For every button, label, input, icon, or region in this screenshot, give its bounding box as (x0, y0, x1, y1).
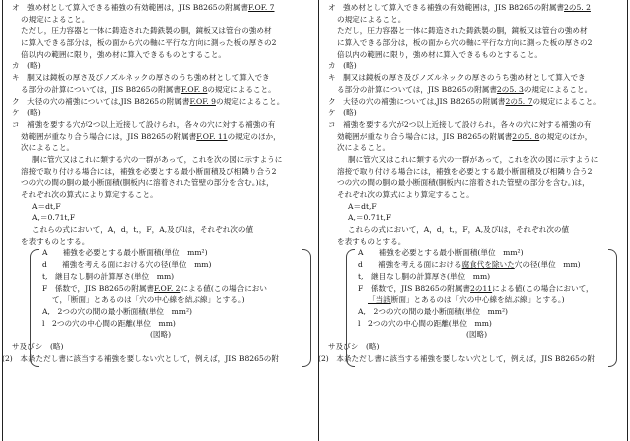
definition: F 係数で，JIS B8265の附属書2の11による値(この場合において， (358, 283, 594, 293)
figure-omitted: (図略) (149, 330, 172, 340)
right-border (627, 0, 628, 441)
item-ki: キ 胴又は鏡板の厚さ及びノズルネックの厚さのうち強め材として算入でき (12, 73, 270, 83)
center-divider (318, 0, 319, 441)
definition: A, 2つの穴の間の最小断面積(単位 mm²) (42, 306, 193, 316)
amended-ref: 2の5. 8 (512, 131, 540, 141)
amended-ref: 2の5. 7 (505, 96, 533, 106)
amended-ref: 2の5. 2 (564, 3, 591, 12)
paragraph-line: 溶接で取り付ける場合には，補強を必要とする最小断面積及び相隣り合う2 (337, 166, 593, 176)
item-ke: ケ (略) (328, 108, 357, 118)
item-o-cont: の規定によること。 (337, 14, 406, 24)
paragraph-line: つの穴の間の胴の最小断面積(胴板内に溶着された管壁の部分を含む。)は， (337, 178, 590, 188)
amended-ref: F.OF. 9 (189, 96, 216, 106)
proviso-line: 倍以内の範囲に限り，強め材に算入できるものとすること。 (21, 49, 227, 59)
amended-ref: F.OF. 7 (248, 3, 275, 12)
definition: 「当該断面」とあるのは「穴の中心線を結ぶ線」とする。) (368, 295, 565, 305)
amended-ref: 2の5. 3 (496, 84, 524, 94)
paragraph-line: つの穴の間の胴の最小断面積(胴板内に溶着された管壁の部分を含む。)は， (21, 178, 274, 188)
item-ku: ク 大径の穴の補強については,JIS B8265の附属書F.OF. 9の規定によること。 (12, 96, 285, 106)
right-column (318, 2, 625, 364)
where-clause: これらの式において，A，d，t,，F，A,及びlは，それぞれ次の値 (348, 225, 570, 235)
item-ki-cont: る部分の計算については，JIS B8265の附属書2の5. 3の規定によること。 (337, 84, 593, 94)
formula-a1: A,＝0.71t,F (32, 213, 76, 223)
item-o: オ 強め材として算入できる補強の有効範囲は，JIS B8265の附属書2の5. 2 (328, 3, 591, 12)
paragraph-line: 溶接で取り付ける場合には，補強を必要とする最小断面積及び相隣り合う2 (21, 166, 277, 176)
figure-omitted: (図略) (465, 330, 488, 340)
definition: A, 2つの穴の間の最小断面積(単位 mm²) (358, 306, 509, 316)
definition: て，「断面」とあるのは「穴の中心線を結ぶ線」とする。) (52, 295, 245, 305)
para-2: (2) 本条ただし書に該当する補強を要しない穴として，例えば，JIS B8265の附 (318, 353, 595, 363)
left-border (2, 0, 3, 441)
item-ko-cont: 次によること。 (21, 143, 75, 153)
item-ko: コ 補強を要する穴が2つ以上近接して設けられ，各々の穴に対する補強の有 (328, 119, 592, 129)
formula-a: A＝dt,F (348, 201, 377, 211)
amended-ref: F.OF. 2 (154, 283, 181, 293)
proviso-line: ただし，圧力容器と一体に鋳造された鋳鉄製の胴，鏡板又は管台の強め材 (337, 26, 588, 36)
definition: d 補強を考える面における穴の径(単位 mm) (42, 260, 212, 270)
definition: t, 継目なし胴の計算厚さ(単位 mm) (42, 271, 175, 281)
proviso-line: 倍以内の範囲に限り，強め材に算入できるものとすること。 (337, 49, 543, 59)
item-ki-cont: る部分の計算については，JIS B8265の附属書F.OF. 8の規定によること。 (21, 84, 276, 94)
item-ko-cont: 効範囲が重なり合う場合には，JIS B8265の附属書2の5. 8の規定のほか， (337, 131, 593, 141)
item-o: オ 強め材として算入できる補強の有効範囲は，JIS B8265の附属書F.OF. 7 (12, 3, 275, 12)
definition: A 補強を必要とする最小断面積(単位 mm²) (42, 248, 208, 258)
item-ko: コ 補強を要する穴が2つ以上近接して設けられ，各々の穴に対する補強の有 (12, 119, 276, 129)
where-clause: これらの式において，A，d，t,，F，A,及びlは，それぞれ次の値 (32, 225, 254, 235)
proviso-line: ただし，圧力容器と一体に鋳造された鋳鉄製の胴，鏡板又は管台の強め材 (21, 26, 272, 36)
definition: d 補強を考える面における腐食代を除いた穴の径(単位 mm) (358, 260, 581, 270)
item-sa: サ及びシ (略) (12, 341, 64, 351)
paragraph-line: 胴に管穴又はこれに類する穴の一群があって，これを次の図に示すように (348, 154, 599, 164)
para-2: (2) 本条ただし書に該当する補強を要しない穴として，例えば，JIS B8265の附 (2, 353, 279, 363)
left-bracket-open (30, 249, 39, 367)
amended-ref: F.OF. 11 (196, 131, 228, 141)
item-ka: カ (略) (328, 61, 357, 71)
right-bracket-close (608, 249, 617, 367)
item-o-cont: の規定によること。 (21, 14, 90, 24)
item-ke: ケ (略) (12, 108, 41, 118)
amended-ref: 2の11 (470, 283, 493, 293)
proviso-line: に算入できる部分は，板の面から穴の軸に平行な方向に測った板の厚さの2 (21, 38, 277, 48)
item-ko-cont: 次によること。 (337, 143, 391, 153)
left-column (2, 2, 309, 364)
right-bracket-open (346, 249, 355, 367)
item-ku: ク 大径の穴の補強については,JIS B8265の附属書2の5. 7の規定によること。 (328, 96, 601, 106)
definition: l 2つの穴の中心間の距離(単位 mm) (42, 318, 176, 328)
amended-ref: 「当該 (368, 295, 391, 305)
amended-ref: 腐食代を除いた (461, 260, 515, 270)
definition: F 係数で，JIS B8265の附属書F.OF. 2による値(この場合におい (42, 283, 267, 293)
item-ko-cont: 効範囲が重なり合う場合には，JIS B8265の附属書F.OF. 11の規定のほか， (21, 131, 281, 141)
where-clause: を表すものとする。 (337, 236, 406, 246)
formula-a: A＝dt,F (32, 201, 61, 211)
item-ki: キ 胴又は鏡板の厚さ及びノズルネックの厚さのうち強め材として算入でき (328, 73, 586, 83)
proviso-line: に算入できる部分は，板の面から穴の軸に平行な方向に測った板の厚さの2 (337, 38, 593, 48)
item-sa: サ及びシ (略) (328, 341, 380, 351)
paragraph-line: それぞれ次の算式により算定すること。 (21, 190, 158, 199)
formula-a1: A,＝0.71t,F (348, 213, 392, 223)
where-clause: を表すものとする。 (21, 236, 90, 246)
amended-ref: F.OF. 8 (180, 84, 208, 94)
left-bracket-close (302, 249, 311, 367)
paragraph-line: それぞれ次の算式により算定すること。 (337, 190, 474, 199)
definition: A 補強を必要とする最小断面積(単位 mm²) (358, 248, 524, 258)
paragraph-line: 胴に管穴又はこれに類する穴の一群があって，これを次の図に示すように (32, 154, 283, 164)
definition: t, 継目なし胴の計算厚さ(単位 mm) (358, 271, 491, 281)
definition: l 2つの穴の中心間の距離(単位 mm) (358, 318, 492, 328)
item-ka: カ (略) (12, 61, 41, 71)
